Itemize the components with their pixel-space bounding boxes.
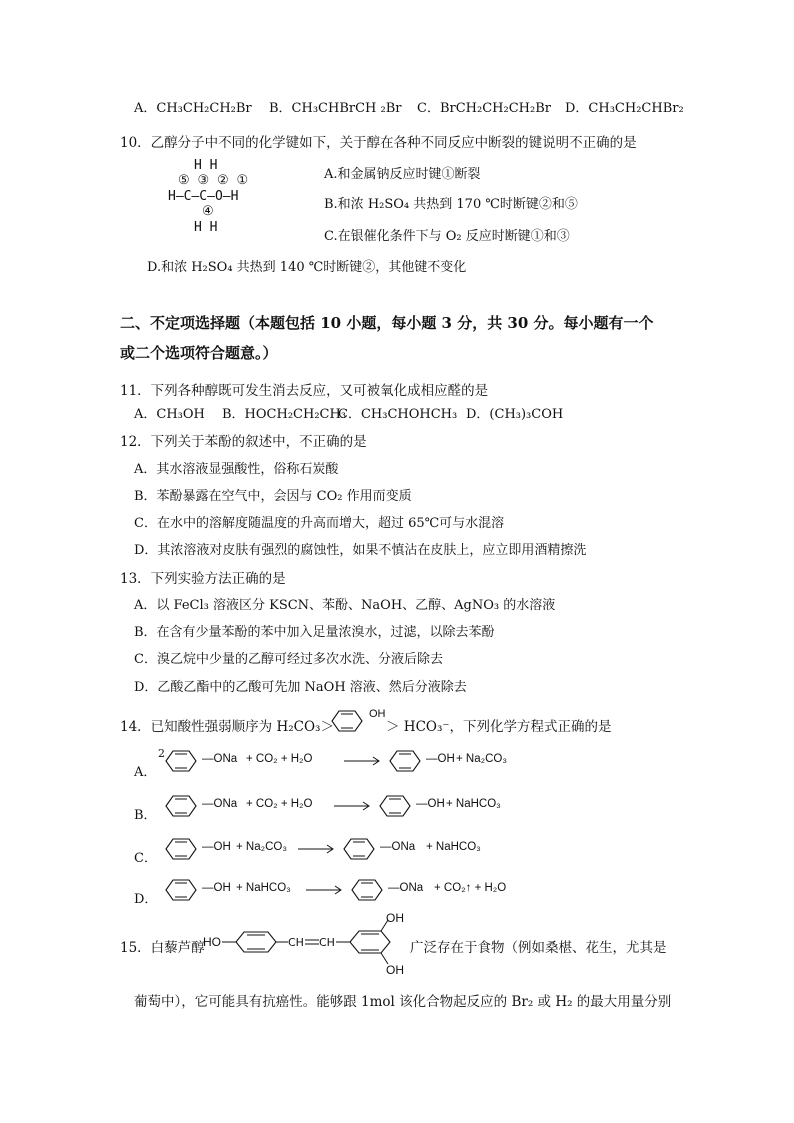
q12-option-b: B．苯酚暴露在空气中，会因与 CO₂ 作用而变质: [134, 489, 412, 504]
reactant-substituent: OH: [213, 882, 231, 894]
product-group: —ONa: [380, 841, 416, 853]
q14-stem-post: ＞ HCO₃⁻，下列化学方程式正确的是: [386, 719, 612, 735]
resveratrol-structure: [222, 904, 412, 984]
q10-option-a: A.和金属钠反应时键①断裂: [324, 167, 481, 182]
benzene-ring-icon: [326, 708, 368, 734]
product-group: —OH: [426, 753, 455, 765]
product-group: —ONa: [388, 882, 424, 894]
q9-option-d: D．CH₃CH₂CHBr₂: [565, 101, 684, 116]
q10-option-c: C.在银催化条件下与 O₂ 反应时断键①和③: [324, 229, 570, 244]
reaction-arrow-icon: [306, 884, 346, 896]
q10-stem: 10．乙醇分子中不同的化学键如下，关于醇在各种不同反应中断裂的键说明不正确的是: [120, 135, 637, 151]
product-rest: + Na₂CO₃: [456, 753, 508, 765]
option-label: C．: [134, 851, 157, 866]
q12-stem: 12．下列关于苯酚的叙述中，不正确的是: [120, 434, 367, 450]
option-label: B．: [134, 808, 157, 823]
product-substituent: OH: [427, 798, 445, 810]
structure-bottom-h: H H: [194, 220, 218, 235]
product-group: —OH: [416, 798, 445, 810]
product-substituent: ONa: [399, 882, 424, 894]
q10-option-b: B.和浓 H₂SO₄ 共热到 170 ℃时断键②和⑤: [324, 197, 578, 212]
q14-stem-pre: 14．已知酸性强弱顺序为 H₂CO₃＞: [120, 719, 334, 735]
benzene-ring-icon: [340, 837, 380, 863]
q15-ho-label: HO: [203, 935, 221, 949]
reactant-group: —ONa: [202, 753, 238, 765]
q12-option-c: C．在水中的溶解度随温度的升高而增大，超过 65℃可与水混溶: [134, 516, 505, 531]
reaction-arrow-icon: [298, 843, 338, 855]
reaction-arrow-icon: [344, 755, 384, 767]
structure-top-h: H H: [194, 158, 218, 173]
svg-text:CH: CH: [288, 936, 304, 949]
q9-option-b: B．CH₃CHBrCH ₂Br: [269, 101, 402, 116]
structure-bond4: ④: [202, 204, 214, 219]
benzene-ring-icon: [162, 794, 202, 820]
reactant-substituent: OH: [213, 841, 231, 853]
benzene-ring-icon: [376, 794, 416, 820]
q13-option-c: C．溴乙烷中少量的乙醇可经过多次水洗、分液后除去: [134, 652, 443, 667]
section2-heading-line2: 或二个选项符合题意。）: [120, 344, 278, 362]
coefficient: 2: [158, 747, 165, 760]
reactant-group: —OH: [202, 841, 231, 853]
q14-stem-oh: OH: [369, 708, 386, 720]
benzene-ring-icon: [162, 878, 202, 904]
q15-line2: 葡萄中），它可能具有抗癌性。能够跟 1mol 该化合物起反应的 Br₂ 或 H₂ 的最大用量分别: [134, 994, 672, 1010]
product-rest: + NaHCO₃: [446, 798, 501, 810]
option-label: D．: [134, 892, 158, 907]
q12-option-a: A．其水溶液显强酸性，俗称石炭酸: [134, 462, 339, 477]
benzene-ring-icon: [348, 878, 388, 904]
reaction-arrow-icon: [334, 800, 374, 812]
q11-option-a: A．CH₃OH: [134, 407, 205, 422]
reactant-rest: + NaHCO₃: [236, 882, 291, 894]
benzene-ring-icon: [386, 749, 426, 775]
product-rest: + CO₂↑ + H₂O: [434, 882, 507, 894]
structure-bond-labels: ⑤ ③ ② ①: [178, 173, 249, 188]
section2-heading-line1: 二、不定项选择题（本题包括 10 小题，每小题 3 分，共 30 分。每小题有一个: [120, 314, 654, 332]
option-label: A．: [134, 765, 157, 780]
reactant-rest: + CO₂ + H₂O: [246, 798, 313, 810]
reactant-substituent: ONa: [213, 753, 238, 765]
q15-stem-pre: 15．白藜芦醇: [120, 940, 205, 956]
q15-oh-bottom: OH: [386, 963, 404, 977]
reactant-rest: + CO₂ + H₂O: [246, 753, 313, 765]
q11-option-d: D．(CH₃)₃COH: [466, 407, 564, 422]
q13-option-b: B．在含有少量苯酚的苯中加入足量浓溴水，过滤，以除去苯酚: [134, 625, 495, 640]
structure-main-chain: H—C—C—O—H: [168, 189, 239, 204]
q11-option-b: B．HOCH₂CH₂CH₃: [222, 407, 347, 422]
benzene-ring-icon: [162, 749, 202, 775]
reactant-group: —ONa: [202, 798, 238, 810]
reactant-group: —OH: [202, 882, 231, 894]
ethanol-structure: [168, 158, 288, 238]
q9-option-a: A．CH₃CH₂CH₂Br: [134, 101, 252, 116]
q13-option-a: A．以 FeCl₃ 溶液区分 KSCN、苯酚、NaOH、乙醇、AgNO₃ 的水溶液: [134, 598, 556, 613]
q13-stem: 13．下列实验方法正确的是: [120, 571, 286, 587]
q11-stem: 11．下列各种醇既可发生消去反应，又可被氧化成相应醛的是: [120, 383, 489, 399]
svg-text:CH: CH: [319, 936, 335, 949]
q13-option-d: D．乙酸乙酯中的乙酸可先加 NaOH 溶液、然后分液除去: [134, 680, 467, 695]
q15-oh-top: OH: [386, 911, 404, 925]
product-substituent: OH: [437, 753, 455, 765]
benzene-ring-icon: [162, 837, 202, 863]
q9-option-c: C．BrCH₂CH₂CH₂Br: [417, 101, 551, 116]
q12-option-d: D．其浓溶液对皮肤有强烈的腐蚀性，如果不慎沾在皮肤上，应立即用酒精擦洗: [134, 543, 587, 558]
product-rest: + NaHCO₃: [426, 841, 481, 853]
q10-option-d: D.和浓 H₂SO₄ 共热到 140 ℃时断键②，其他键不变化: [147, 260, 467, 275]
product-substituent: ONa: [391, 841, 416, 853]
q15-stem-post: 广泛存在于食物（例如桑椹、花生，尤其是: [410, 940, 667, 956]
reactant-substituent: ONa: [213, 798, 238, 810]
q11-option-c: C．CH₃CHOHCH₃: [338, 407, 458, 422]
reactant-rest: + Na₂CO₃: [236, 841, 288, 853]
